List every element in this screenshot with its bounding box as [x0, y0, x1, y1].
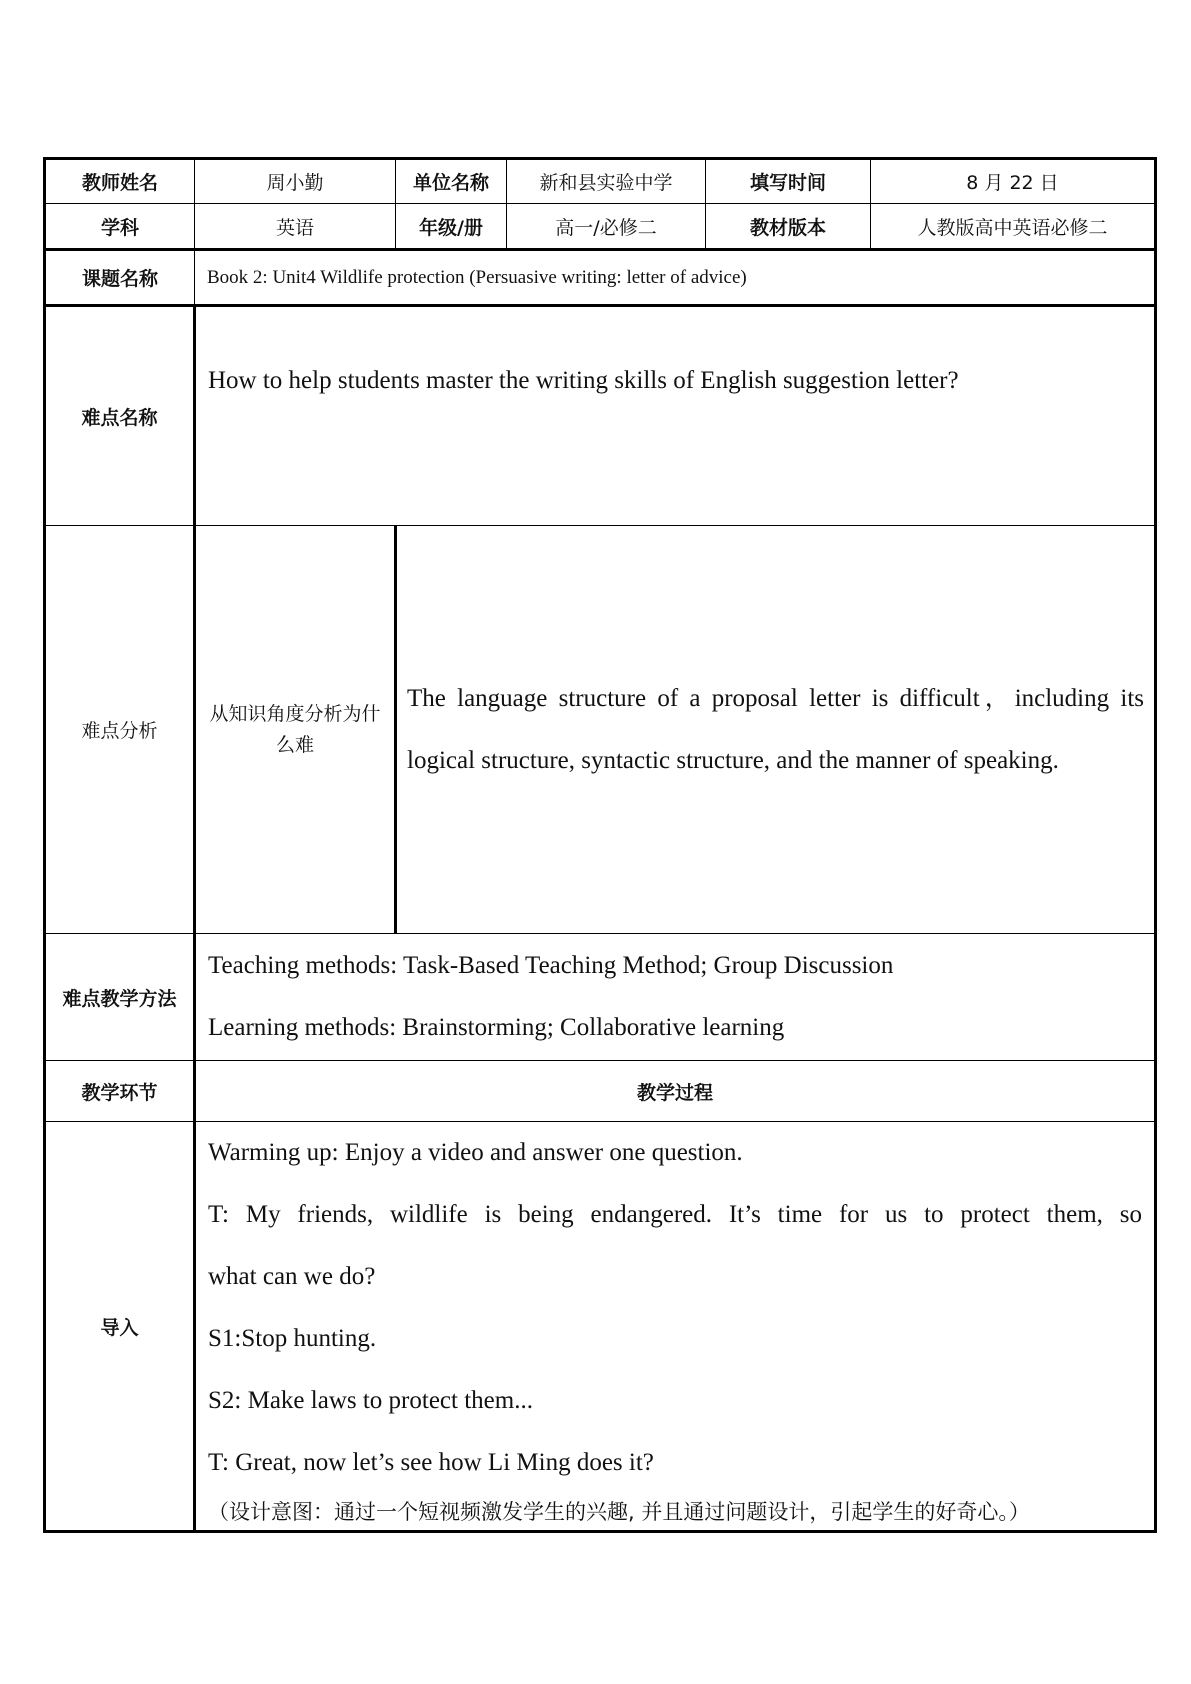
- teaching-methods-text: Teaching methods: Task-Based Teaching Method; Group Discussion: [208, 952, 894, 979]
- methods-cell: [195, 934, 1156, 1061]
- intro-label: 导入: [45, 1122, 195, 1532]
- subject-label: 学科: [45, 204, 195, 250]
- grade-label: 年级/册: [396, 204, 507, 250]
- intro-row: [45, 1122, 1156, 1532]
- intro-line: S1:Stop hunting.: [208, 1325, 377, 1352]
- difficulty-row: [45, 306, 1156, 526]
- process-header-row: [45, 1061, 1156, 1122]
- fill-time-value: 8 月 22 日: [871, 159, 1156, 204]
- design-intent-note: （设计意图：通过一个短视频激发学生的兴趣, 并且通过问题设计，引起学生的好奇心。）: [208, 1500, 1030, 1524]
- topic-row: [45, 250, 1156, 306]
- topic-label: 课题名称: [45, 250, 195, 306]
- difficulty-cell: [195, 306, 1156, 526]
- teacher-name-value: 周小勤: [195, 159, 396, 204]
- analysis-text: The language structure of a proposal letter is difficult，including its logical structure, syntactic structure, and the manner of speaking.: [407, 684, 1144, 774]
- subject-value: 英语: [195, 204, 396, 250]
- learning-methods-text: Learning methods: Brainstorming; Collaborative learning: [208, 1014, 785, 1041]
- process-label: 教学过程: [195, 1061, 1156, 1122]
- fill-time-label: 填写时间: [706, 159, 871, 204]
- lesson-plan-table: [43, 157, 1157, 1533]
- analysis-label: 难点分析: [45, 526, 195, 934]
- header-row-2: [45, 204, 1156, 250]
- analysis-sub-label: 从知识角度分析为什么难: [209, 702, 381, 756]
- intro-line: Warming up: Enjoy a video and answer one question.: [208, 1139, 743, 1166]
- textbook-value: 人教版高中英语必修二: [871, 204, 1156, 250]
- unit-name-label: 单位名称: [396, 159, 507, 204]
- methods-label: 难点教学方法: [45, 934, 195, 1061]
- header-row-1: [45, 159, 1156, 204]
- methods-row: [45, 934, 1156, 1061]
- teacher-name-label: 教师姓名: [45, 159, 195, 204]
- analysis-row: [45, 526, 1156, 934]
- intro-line: T: Great, now let’s see how Li Ming does it?: [208, 1449, 654, 1476]
- textbook-label: 教材版本: [706, 204, 871, 250]
- analysis-text-cell: [396, 526, 1156, 934]
- difficulty-value: How to help students master the writing skills of English suggestion letter?: [208, 367, 959, 394]
- intro-line: S2: Make laws to protect them...: [208, 1387, 533, 1414]
- intro-line: what can we do?: [208, 1263, 376, 1290]
- topic-value: Book 2: Unit4 Wildlife protection (Persuasive writing: letter of advice): [195, 250, 1156, 306]
- analysis-sub-cell: [195, 526, 396, 934]
- unit-name-value: 新和县实验中学: [507, 159, 706, 204]
- intro-cell: [195, 1122, 1156, 1532]
- intro-line: T: My friends, wildlife is being endangered. It’s time for us to protect them, so: [208, 1201, 1142, 1228]
- grade-value: 高一/必修二: [507, 204, 706, 250]
- difficulty-label: 难点名称: [45, 306, 195, 526]
- stage-label: 教学环节: [45, 1061, 195, 1122]
